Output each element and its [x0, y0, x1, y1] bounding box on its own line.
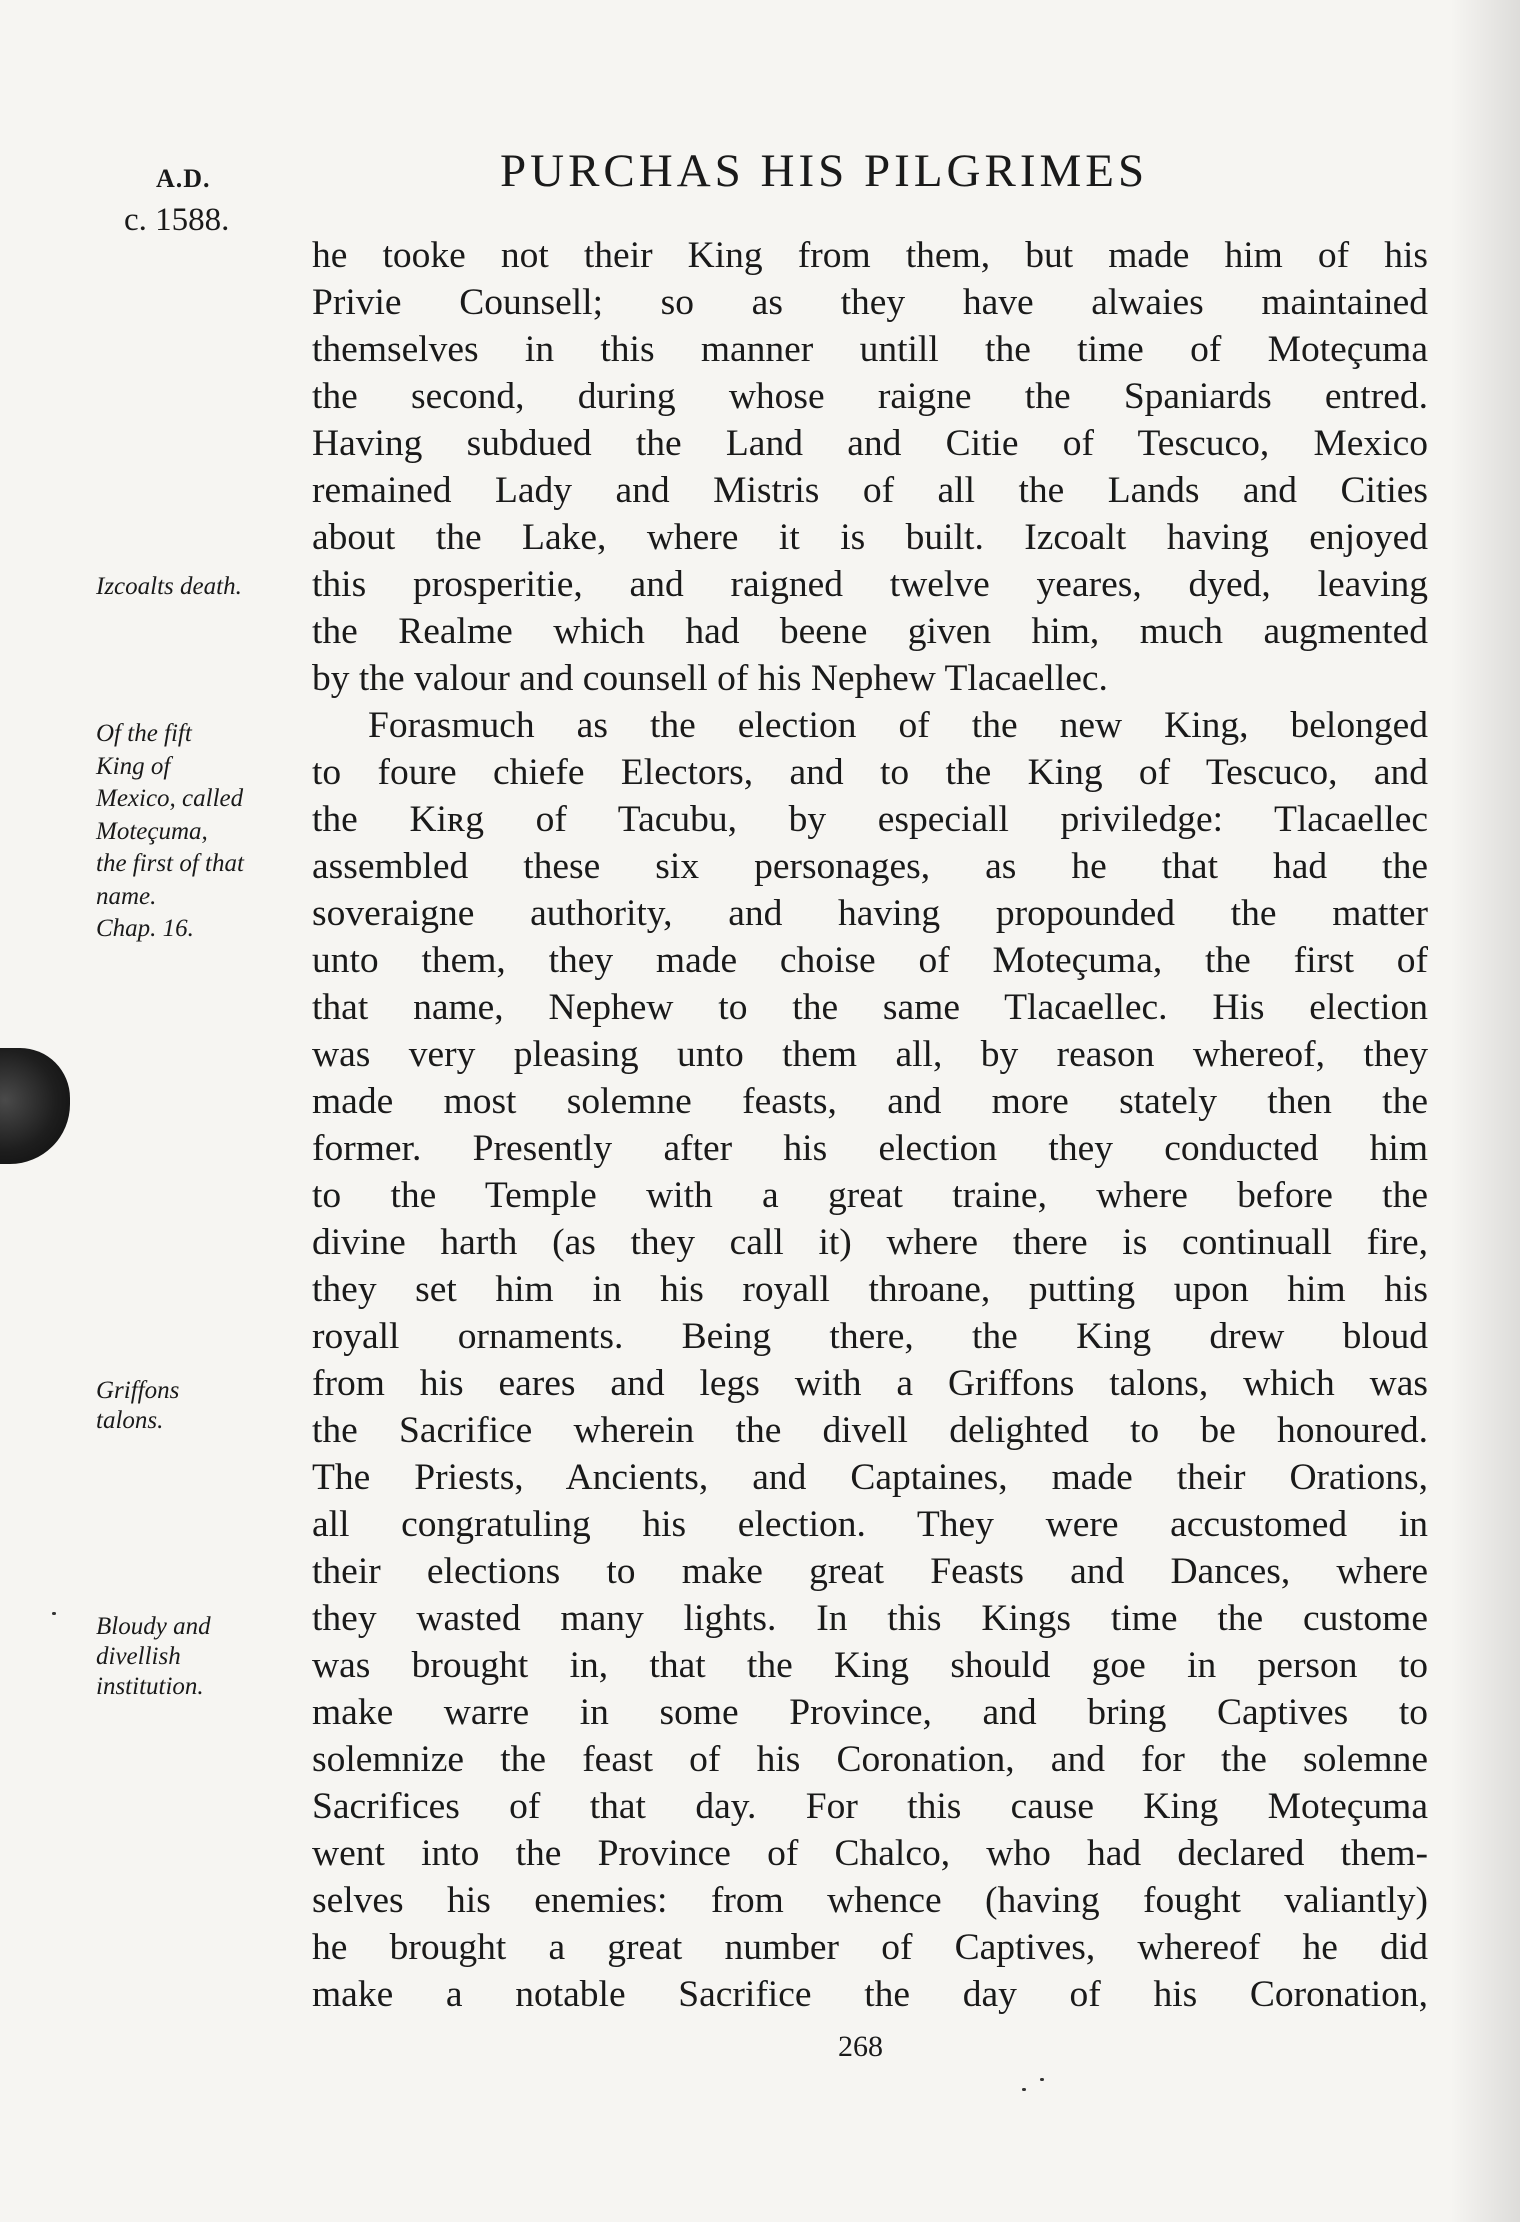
text-line: Privie Counsell; so as they have alwaies maintained — [312, 282, 1428, 323]
text-line: unto them, they made choise of Moteçuma, the first of — [312, 940, 1428, 981]
text-line: make a notable Sacrifice the day of his Coronation, — [312, 1974, 1428, 2015]
text-line: to the Temple with a great traine, where before the — [312, 1175, 1428, 1216]
text-line: Having subdued the Land and Citie of Tescuco, Mexico — [312, 423, 1428, 464]
text-line: went into the Province of Chalco, who had declared them- — [312, 1833, 1428, 1874]
margin-note-line: the first of that — [96, 850, 244, 877]
print-speck — [1040, 2078, 1044, 2081]
thumb-shadow — [0, 1048, 70, 1164]
text-line: make warre in some Province, and bring Captives to — [312, 1692, 1428, 1733]
margin-note-fift-king — [96, 718, 306, 946]
text-line: the second, during whose raigne the Spaniards entred. — [312, 376, 1428, 417]
print-speck — [1022, 2088, 1026, 2091]
text-line: solemnize the feast of his Coronation, and for the solemne — [312, 1739, 1428, 1780]
text-line: Forasmuch as the election of the new King, belonged — [368, 705, 1428, 746]
text-line: The Priests, Ancients, and Captaines, made their Orations, — [312, 1457, 1428, 1498]
text-line: divine harth (as they call it) where there is continuall fire, — [312, 1222, 1428, 1263]
margin-note-line: institution. — [96, 1673, 204, 1700]
margin-note-line: name. — [96, 882, 157, 910]
margin-note-line: divellish — [96, 1643, 181, 1670]
margin-note-line: Izcoalts death. — [96, 573, 242, 600]
text-line: Sacrifices of that day. For this cause King Moteçuma — [312, 1786, 1428, 1827]
text-line: he tooke not their King from them, but made him of his — [312, 235, 1428, 276]
body-text — [312, 232, 1428, 2018]
margin-note-line: Chap. 16. — [96, 915, 194, 942]
margin-note-line: Moteçuma, — [96, 817, 208, 845]
text-line: soveraigne authority, and having propounded the matter — [312, 893, 1428, 934]
text-line: about the Lake, where it is built. Izcoalt having enjoyed — [312, 517, 1428, 558]
text-line: was very pleasing unto them all, by reason whereof, they — [312, 1034, 1428, 1075]
text-line: by the valour and counsell of his Nephew Tlacaellec. — [312, 658, 1108, 699]
text-line: the Realme which had beene given him, much augmented — [312, 611, 1428, 652]
text-line: the Sacrifice wherein the divell delighted to be honoured. — [312, 1410, 1428, 1451]
text-line: royall ornaments. Being there, the King drew bloud — [312, 1316, 1428, 1357]
text-line: this prosperitie, and raigned twelve yeares, dyed, leaving — [312, 564, 1428, 605]
text-line: former. Presently after his election they conducted him — [312, 1128, 1428, 1169]
text-line: the Kiʀg of Tacubu, by especiall priviledge: Tlacaellec — [312, 799, 1428, 840]
text-line: themselves in this manner untill the time of Moteçuma — [312, 329, 1428, 370]
text-line: that name, Nephew to the same Tlacaellec. His election — [312, 987, 1428, 1028]
margin-note-griffons-talons — [96, 1376, 306, 1436]
text-line: all congratuling his election. They were accustomed in — [312, 1504, 1428, 1545]
text-line: they set him in his royall throane, putting upon him his — [312, 1269, 1428, 1310]
text-line: they wasted many lights. In this Kings time the custome — [312, 1598, 1428, 1639]
margin-note-line: Bloudy and — [96, 1613, 211, 1640]
text-line: assembled these six personages, as he that had the — [312, 846, 1428, 887]
page-gutter-shadow — [1450, 0, 1520, 2222]
text-line: remained Lady and Mistris of all the Lands and Cities — [312, 470, 1428, 511]
print-speck — [52, 1612, 56, 1615]
running-head: PURCHAS HIS PILGRIMES — [500, 145, 1149, 197]
margin-note-bloudy-institution — [96, 1612, 306, 1702]
margin-note-line: Of the fift — [96, 720, 192, 747]
text-line: selves his enemies: from whence (having fought valiantly) — [312, 1880, 1428, 1921]
text-line: from his eares and legs with a Griffons talons, which was — [312, 1363, 1428, 1404]
margin-note-line: Mexico, called — [96, 785, 244, 812]
text-line: was brought in, that the King should goe in person to — [312, 1645, 1428, 1686]
text-line: made most solemne feasts, and more stately then the — [312, 1081, 1428, 1122]
margin-note-izcoalts-death — [96, 572, 306, 602]
margin-note-line: King of — [96, 752, 171, 780]
margin-note-line: Griffons — [96, 1377, 180, 1404]
margin-ad-label: A.D. — [156, 164, 211, 193]
page-number: 268 — [838, 2030, 883, 2063]
text-line: to foure chiefe Electors, and to the King of Tescuco, and — [312, 752, 1428, 793]
text-line: their elections to make great Feasts and Dances, where — [312, 1551, 1428, 1592]
text-line: he brought a great number of Captives, whereof he did — [312, 1927, 1428, 1968]
margin-note-line: talons. — [96, 1407, 164, 1434]
margin-year: c. 1588. — [124, 202, 230, 238]
